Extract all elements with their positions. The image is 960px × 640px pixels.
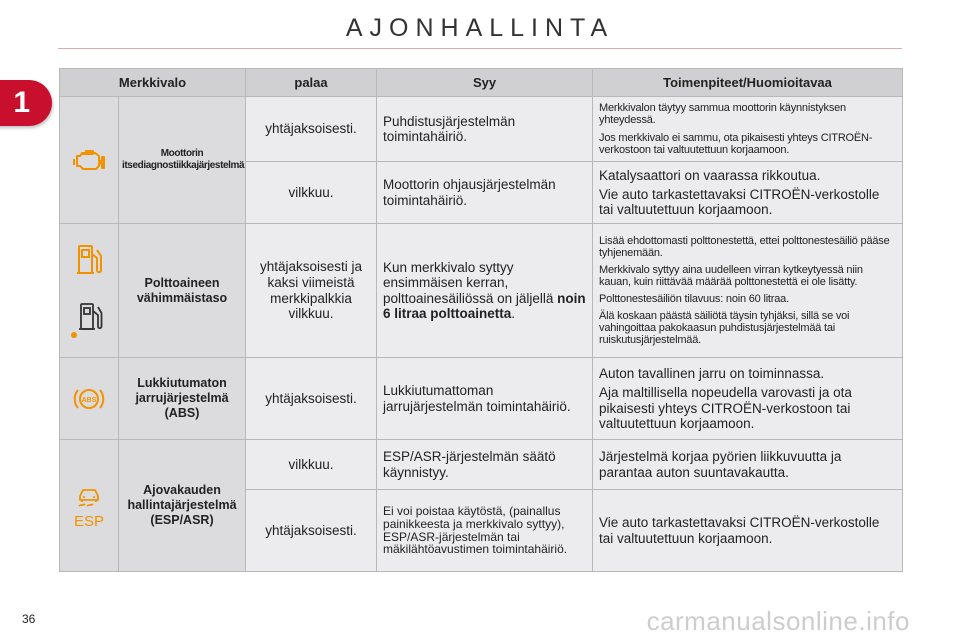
table-row <box>60 440 903 490</box>
title-divider <box>58 48 902 49</box>
engine-syy-1: Puhdistusjärjestelmän toimintahäiriö. <box>377 97 593 162</box>
abs-toim-a: Auton tavallinen jarru on toiminnassa. <box>599 366 825 382</box>
fuel-pump-indicator-icon <box>60 300 118 340</box>
fuel-syy-bold: noin 6 litraa polttoainetta <box>383 290 586 321</box>
esp-toim-1-a: Järjestelmä korjaa pyörien liikkuvuutta ja parantaa auton suuntavakautta. <box>599 449 842 480</box>
header-toimenpiteet: Toimenpiteet/Huomioitavaa <box>593 69 903 97</box>
svg-text:ABS: ABS <box>81 396 97 404</box>
engine-icon-cell <box>60 97 119 224</box>
table-row <box>60 97 903 162</box>
engine-name: Moottorin itsediagnostiikkajärjestelmä <box>119 97 246 224</box>
warning-lights-table <box>59 68 903 572</box>
abs-palaa: yhtäjaksoisesti. <box>246 358 377 440</box>
table-row <box>60 358 903 440</box>
engine-toim-1-b: Jos merkkivalo ei sammu, ota pikaisesti yhteys CITROËN-verkostoon tai valtuutettuun korjaamoon. <box>599 131 873 156</box>
engine-palaa-2: vilkkuu. <box>246 162 377 224</box>
esp-name: Ajovakauden hallintajärjestelmä (ESP/ASR) <box>119 440 246 572</box>
fuel-toim-c: Polttonestesäiliön tilavuus: noin 60 litraa. <box>599 293 789 305</box>
engine-toim-1 <box>593 97 903 162</box>
fuel-syy-text: Kun merkkivalo syttyy ensimmäisen kerran, polttoainesäiliössä on jäljellä <box>383 260 554 306</box>
table-row <box>60 224 903 358</box>
fuel-toim-d: Älä koskaan päästä säiliötä täysin tyhjäksi, sillä se voi vahingoittaa pakokaasun puhdistusjärjestelmää tai ruiskutusjärjestelmää. <box>599 310 850 347</box>
fuel-syy-end: . <box>511 305 516 321</box>
engine-warning-icon <box>60 147 118 173</box>
chapter-tab: 1 <box>0 80 52 126</box>
skidding-car-icon <box>60 484 118 508</box>
esp-icon <box>60 512 118 528</box>
fuel-name: Polttoaineen vähimmäistaso <box>119 224 246 358</box>
svg-text:ESP: ESP <box>74 512 104 528</box>
esp-palaa-1: vilkkuu. <box>246 440 377 490</box>
esp-toim-2-a: Vie auto tarkastettavaksi CITROËN-verkostolle tai valtuutettuun korjaamoon. <box>599 515 880 546</box>
engine-toim-2-a: Katalysaattori on vaarassa rikkoutua. <box>599 167 821 183</box>
abs-name: Lukkiutumaton jarrujärjestelmä (ABS) <box>119 358 246 440</box>
abs-icon-cell <box>60 358 119 440</box>
engine-syy-2: Moottorin ohjausjärjestelmän toimintahäiriö. <box>377 162 593 224</box>
fuel-pump-icon <box>60 242 118 278</box>
abs-toim <box>593 358 903 440</box>
table-header-row <box>60 69 903 97</box>
abs-syy: Lukkiutumattoman jarrujärjestelmän toimintahäiriö. <box>377 358 593 440</box>
fuel-palaa: yhtäjaksoisesti ja kaksi viimeistä merkkipalkkia vilkkuu. <box>246 224 377 358</box>
page-title: AJONHALLINTA <box>345 14 615 42</box>
watermark: carmanualsonline.info <box>646 606 910 636</box>
fuel-toim <box>593 224 903 358</box>
esp-toim-2 <box>593 490 903 572</box>
header-palaa: palaa <box>246 69 377 97</box>
header-merkkivalo: Merkkivalo <box>60 69 246 97</box>
engine-toim-2 <box>593 162 903 224</box>
esp-syy-2: Ei voi poistaa käytöstä, (painallus painikkeesta ja merkkivalo syttyy), ESP/ASR-järjestelmän tai mäkilähtöavustimen toimintahäiriö. <box>377 490 593 572</box>
esp-palaa-2: yhtäjaksoisesti. <box>246 490 377 572</box>
abs-warning-icon <box>60 385 118 413</box>
engine-palaa-1: yhtäjaksoisesti. <box>246 97 377 162</box>
fuel-icon-cell <box>60 224 119 358</box>
engine-toim-1-a: Merkkivalon täytyy sammua moottorin käynnistyksen yhteydessä. <box>599 102 846 127</box>
fuel-syy <box>377 224 593 358</box>
esp-syy-1: ESP/ASR-järjestelmän säätö käynnistyy. <box>377 440 593 490</box>
fuel-toim-a: Lisää ehdottomasti polttonestettä, ettei polttonestesäiliö pääse tyhjenemään. <box>599 234 890 259</box>
fuel-toim-b: Merkkivalo syttyy aina uudelleen virran kytkeytyessä niin kauan, kuin riittävää määrää polttonestettä ei ole lisätty. <box>599 263 863 288</box>
page-number: 36 <box>22 612 36 626</box>
header-syy: Syy <box>377 69 593 97</box>
abs-toim-b: Aja maltillisella nopeudella varovasti ja ota pikaisesti yhteys CITROËN-verkostoon tai valtuutettuun korjaamoon. <box>599 385 852 431</box>
esp-toim-1 <box>593 440 903 490</box>
engine-toim-2-b: Vie auto tarkastettavaksi CITROËN-verkostolle tai valtuutettuun korjaamoon. <box>599 186 880 218</box>
esp-icon-cell <box>60 440 119 572</box>
